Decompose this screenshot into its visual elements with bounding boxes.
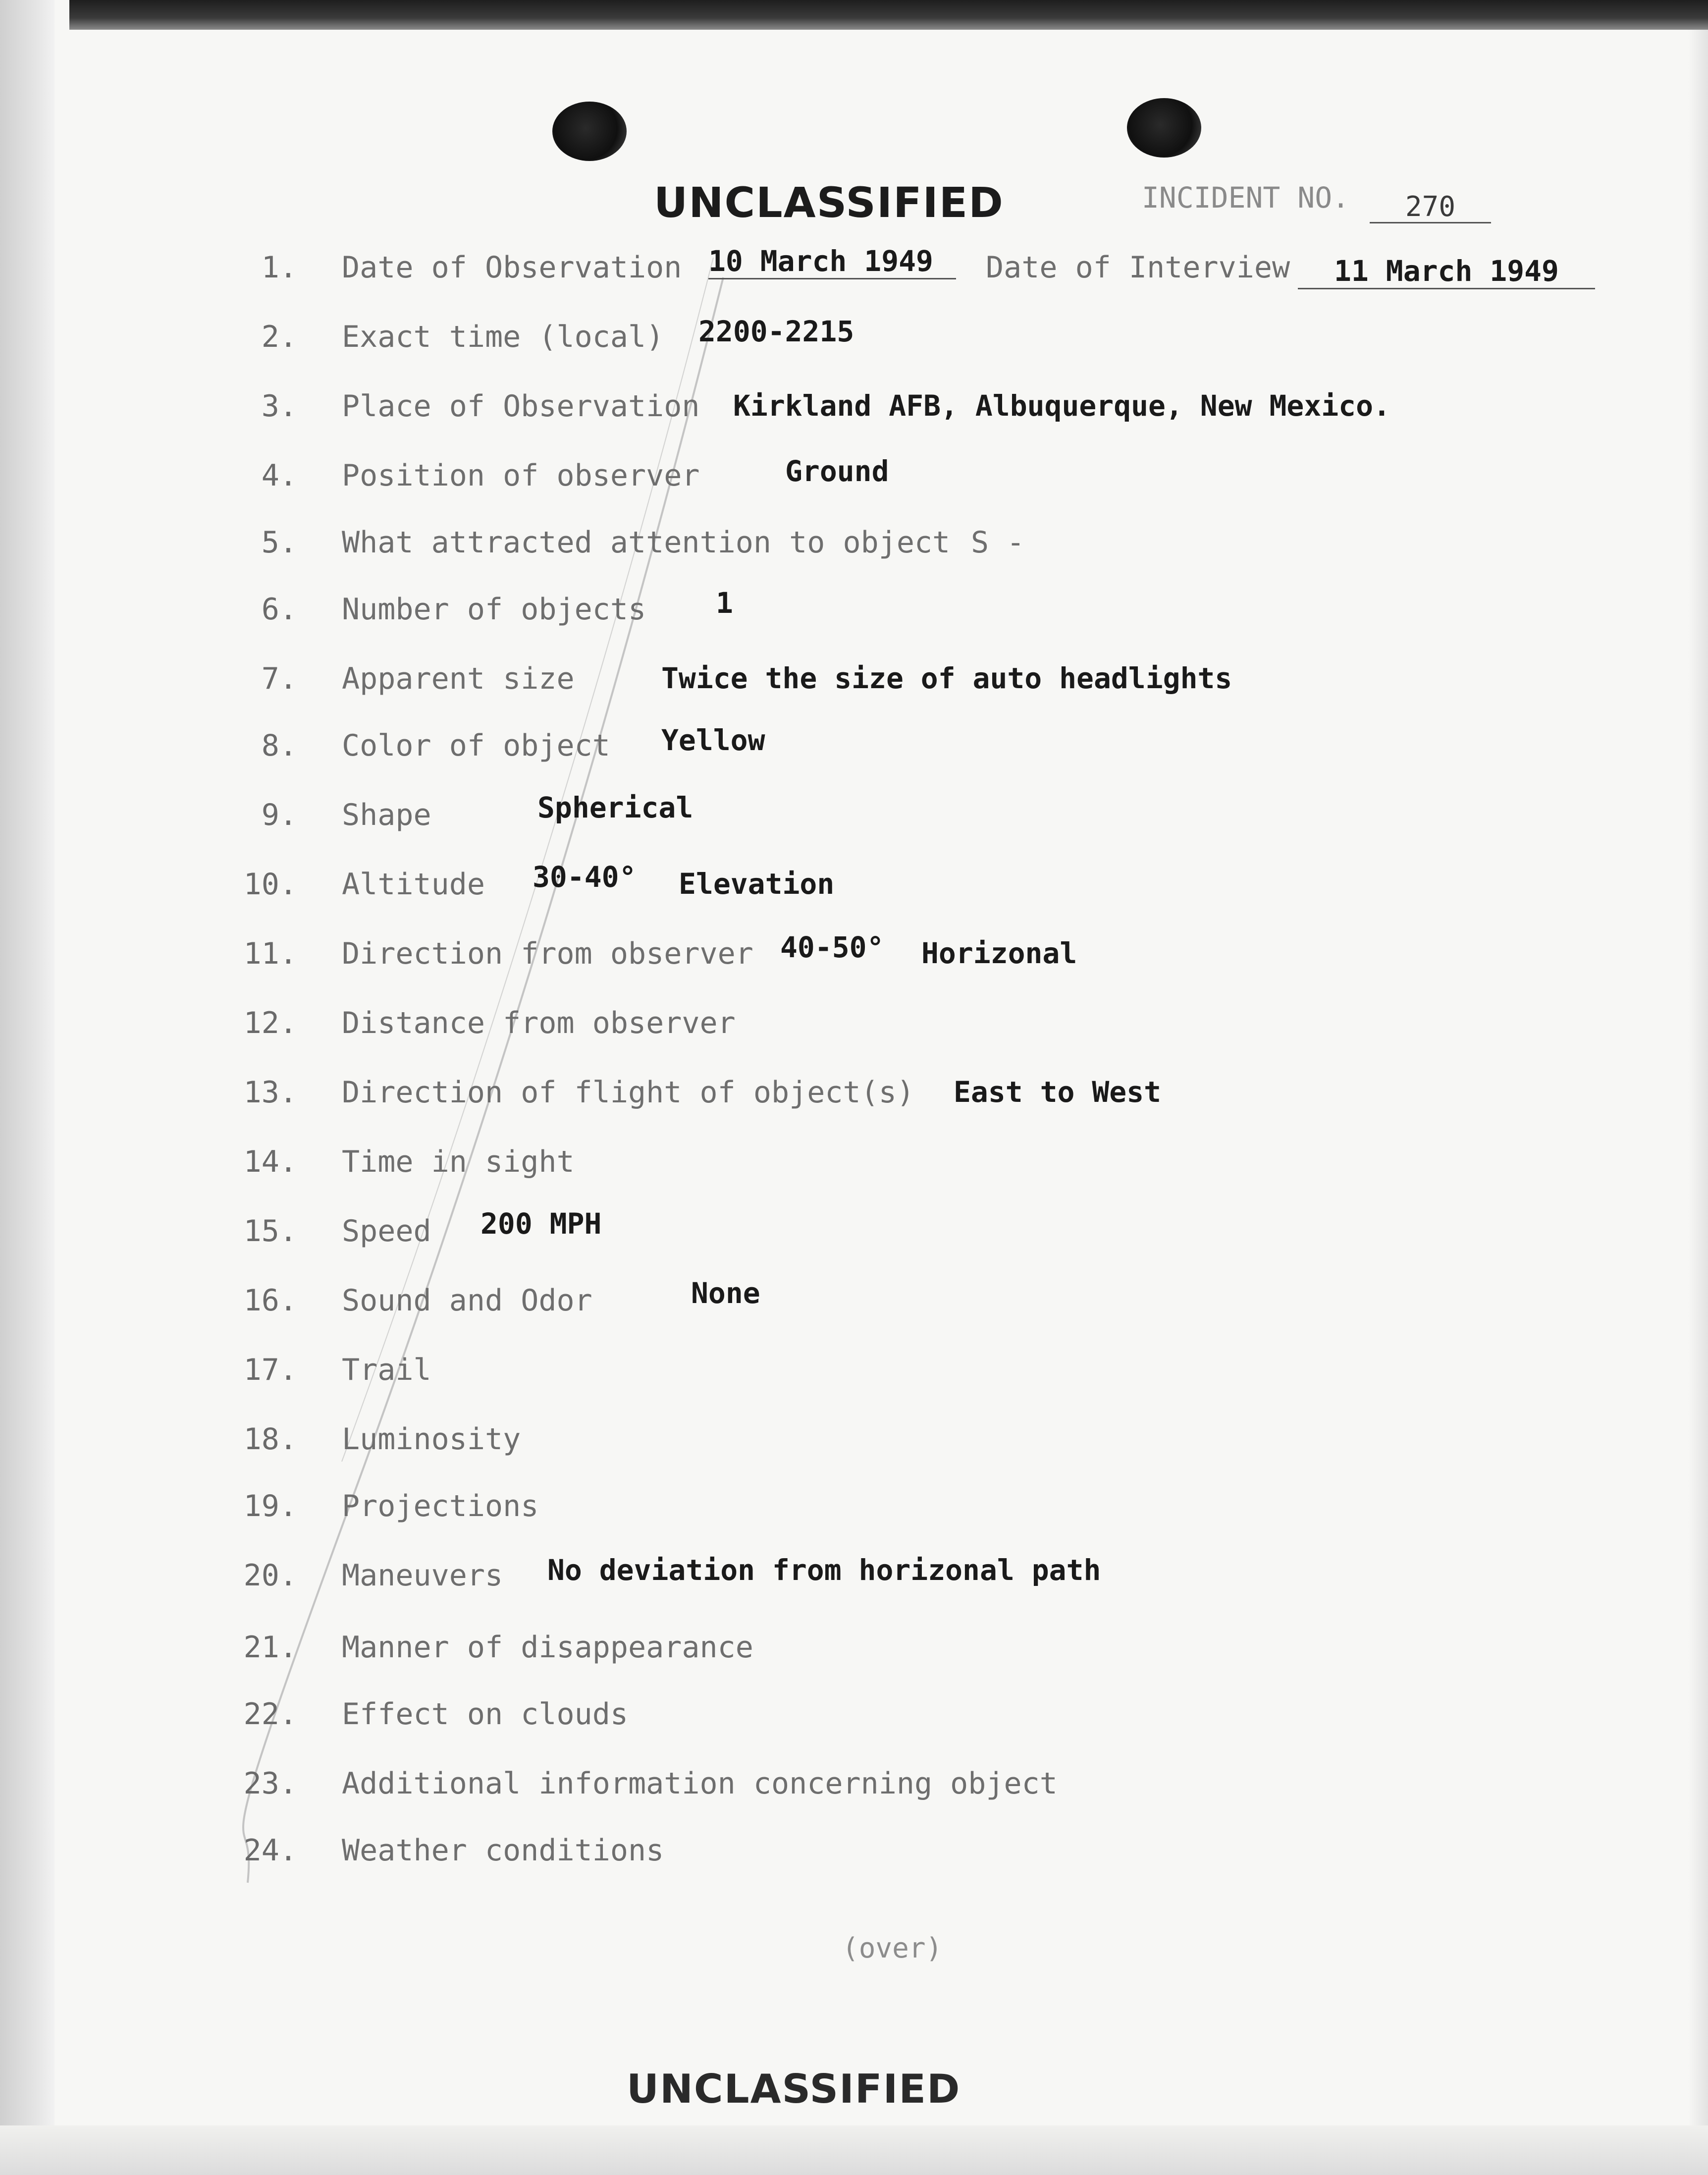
interview-date-value: 11 March 1949 [1298,254,1595,289]
row-number: 14. [243,1144,297,1179]
punch-hole-right [1127,98,1201,158]
incident-label: INCIDENT NO. [1142,181,1350,215]
row-label: Effect on clouds [342,1697,628,1732]
form-row-8 [0,723,1708,783]
row-number: 19. [243,1489,297,1523]
row-number: 17. [243,1353,297,1387]
form-row-23 [0,1766,1708,1821]
row-value: 200 MPH [480,1207,602,1241]
row-label: Trail [342,1353,431,1387]
row-number: 1. [261,250,297,285]
form-row-11 [0,930,1708,991]
row-label: Time in sight [342,1144,575,1179]
classification-stamp-bottom: UNCLASSIFIED [627,2066,961,2112]
form-row-2 [0,315,1708,374]
row-number: 20. [243,1558,297,1593]
form-row-17 [0,1353,1708,1407]
row-value: Spherical [537,791,694,824]
form-row-21 [0,1630,1708,1685]
observation-date-value: 10 March 1949 [708,244,956,279]
form-row-14 [0,1144,1708,1199]
row-label: Manner of disappearance [342,1630,753,1665]
row-label: Direction from observer [342,936,753,971]
over-note: (over) [842,1932,943,1964]
row-label: Additional information concerning object [342,1766,1058,1801]
form-row-20 [0,1553,1708,1613]
row-label: Place of Observation [342,389,700,424]
form-row-13 [0,1075,1708,1130]
row-label: Number of objects [342,592,646,627]
row-label: Luminosity [342,1422,521,1457]
row-value: 40-50° [780,930,884,964]
row-number: 9. [261,798,297,832]
row-label: Sound and Odor [342,1283,592,1318]
classification-stamp-top: UNCLASSIFIED [654,178,1004,227]
form-row-16 [0,1276,1708,1338]
row-value: Kirkland AFB, Albuquerque, New Mexico. [733,389,1390,423]
row-label: Altitude [342,867,485,902]
form-row-9 [0,791,1708,852]
row-number: 12. [243,1006,297,1040]
row-label: Exact time (local) [342,320,664,354]
row-label: Projections [342,1489,539,1523]
row-value: S - [971,525,1025,560]
row-value: None [691,1276,760,1310]
row-label: What attracted attention to object [342,525,951,560]
row-label: Apparent size [342,661,575,696]
row-label: Weather conditions [342,1833,664,1868]
scan-bottom-edge [0,2125,1708,2175]
row-value: 2200-2215 [698,315,854,348]
row-value: 30-40° [533,860,637,894]
row-label: Position of observer [342,458,700,493]
row-value: Twice the size of auto headlights [661,661,1232,695]
incident-number: 270 [1370,192,1491,223]
row-number: 3. [261,389,297,424]
row-label: Direction of flight of object(s) [342,1075,914,1110]
row-number: 2. [261,320,297,354]
form-row-6 [0,586,1708,647]
row-number: 8. [261,728,297,763]
row-value-secondary: Horizonal [921,936,1077,970]
row-value: Ground [785,454,889,488]
form-row-19 [0,1489,1708,1543]
row-label: Distance from observer [342,1006,736,1040]
form-row-5 [0,525,1708,580]
form-row-18 [0,1422,1708,1476]
row-number: 10. [243,867,297,902]
row-value-secondary: Elevation [679,867,835,901]
row-label: Speed [342,1214,431,1249]
row-number: 6. [261,592,297,627]
row-label: Date of Observation [342,250,682,285]
row-label: Maneuvers [342,1558,503,1593]
row-number: 23. [243,1766,297,1801]
row-label: Color of object [342,728,610,763]
row-value: East to West [954,1075,1162,1109]
row-number: 11. [243,936,297,971]
row-number: 13. [243,1075,297,1110]
form-row-12 [0,1006,1708,1060]
row-number: 7. [261,661,297,696]
form-row-3 [0,389,1708,443]
form-row-7 [0,661,1708,716]
scan-top-edge [69,0,1708,30]
row-number: 15. [243,1214,297,1249]
row-value: 1 [716,586,733,620]
form-row-1 [0,244,1708,305]
form-row-24 [0,1833,1708,1888]
interview-date-label: Date of Interview [986,250,1290,285]
row-number: 4. [261,458,297,493]
form-row-10 [0,860,1708,922]
row-label: Shape [342,798,431,832]
row-value: Yellow [661,723,765,757]
row-number: 5. [261,525,297,560]
row-value: No deviation from horizonal path [547,1553,1101,1587]
punch-hole-left [552,102,627,161]
row-number: 18. [243,1422,297,1457]
row-number: 24. [243,1833,297,1868]
form-row-4 [0,454,1708,513]
form-row-15 [0,1207,1708,1268]
form-row-22 [0,1697,1708,1751]
row-number: 16. [243,1283,297,1318]
row-number: 21. [243,1630,297,1665]
row-number: 22. [243,1697,297,1732]
